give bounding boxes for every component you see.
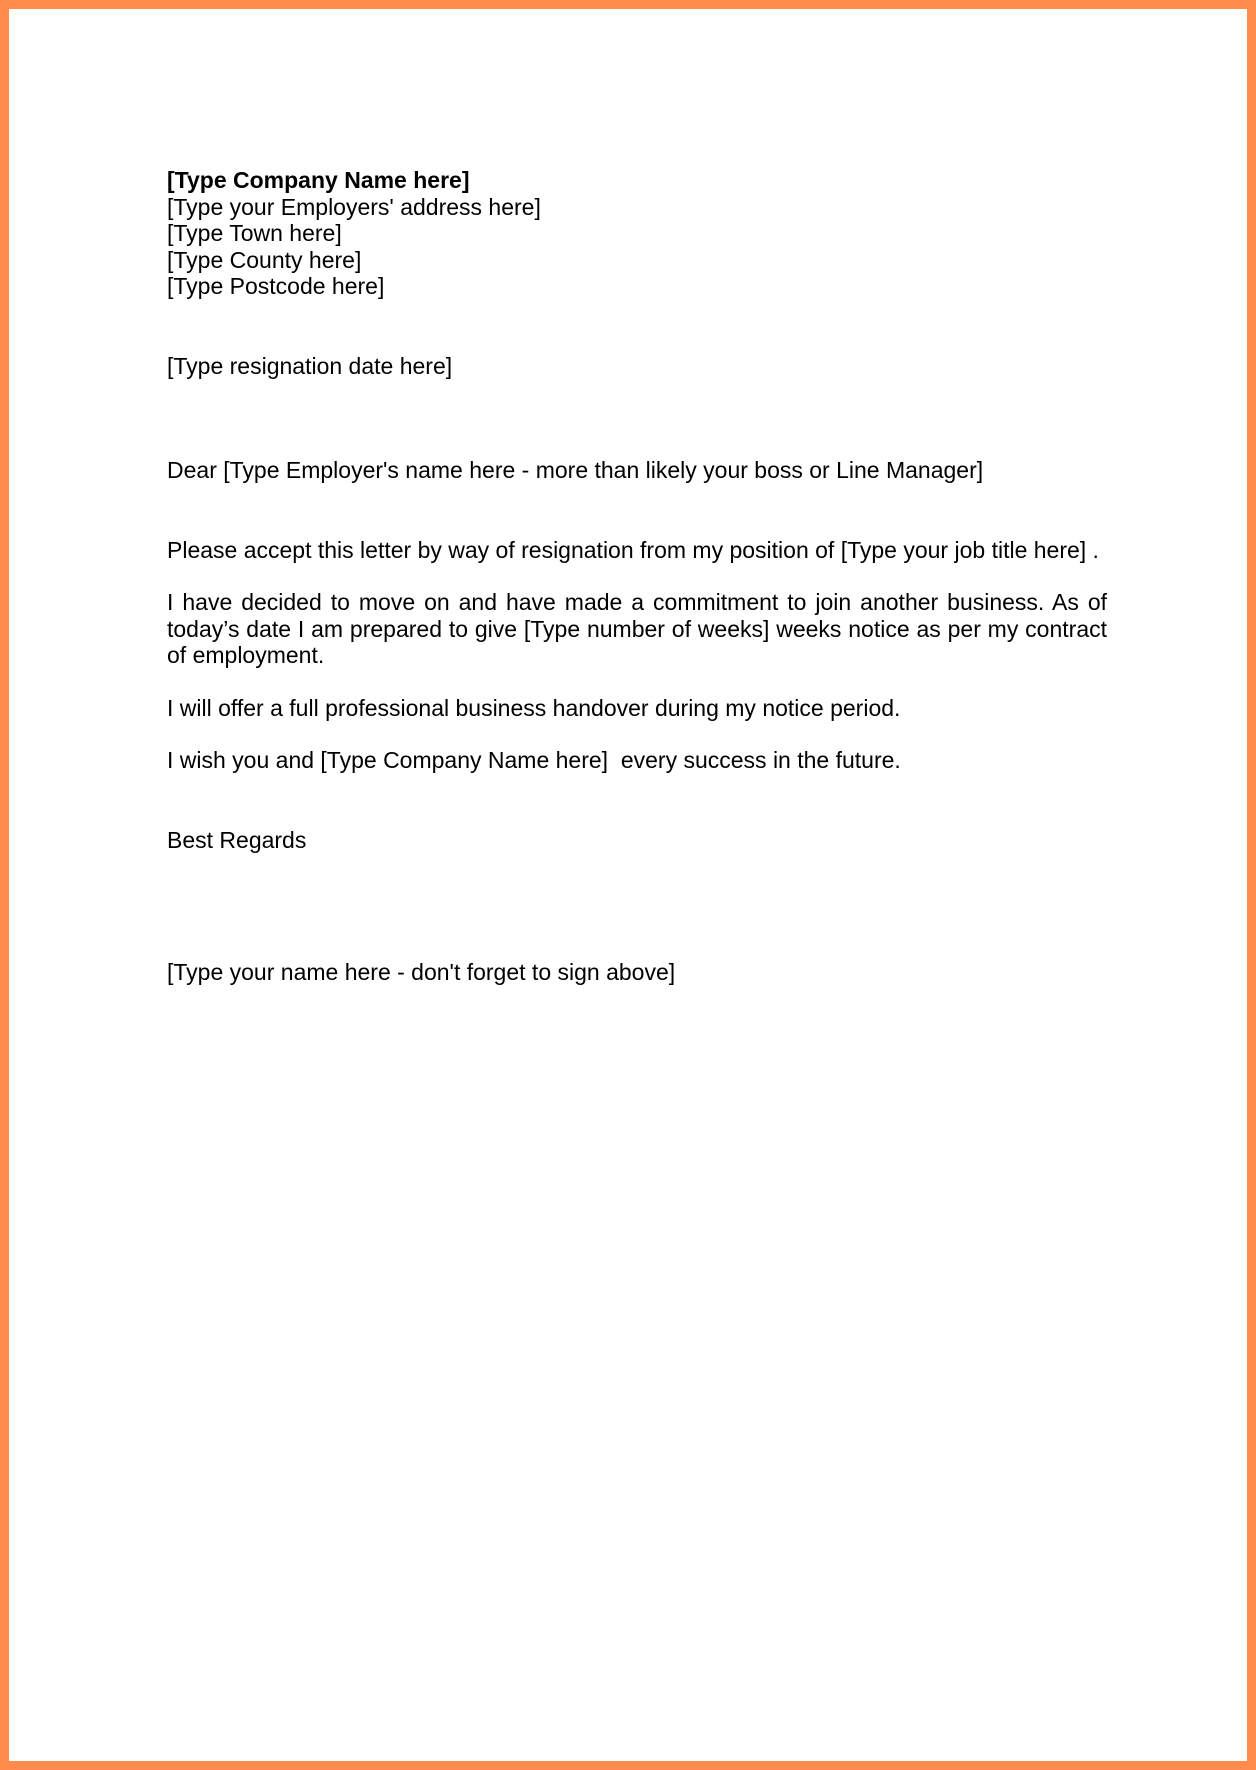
paragraph-notice: I have decided to move on and have made a commitment to join another business. As of today’s date I am prepared to give [Type number of weeks] weeks notice as per my contract of employment. <box>167 589 1107 668</box>
company-name: [Type Company Name here] <box>167 167 470 193</box>
paragraph-resignation: Please accept this letter by way of resignation from my position of [Type your job title here] . <box>167 536 1099 563</box>
town: [Type Town here] <box>167 220 342 246</box>
salutation: Dear [Type Employer's name here - more than likely your boss or Line Manager] <box>167 457 984 483</box>
postcode: [Type Postcode here] <box>167 273 385 299</box>
recipient-address <box>167 167 1107 300</box>
paragraph-handover: I will offer a full professional business handover during my notice period. <box>167 694 901 721</box>
signature-name: [Type your name here - don't forget to sign above] <box>167 959 676 985</box>
letter-body <box>167 167 1107 986</box>
paragraph-wishes: I wish you and [Type Company Name here] every success in the future. <box>167 747 901 773</box>
county: [Type County here] <box>167 246 362 273</box>
closing: Best Regards <box>167 826 307 853</box>
employer-address: [Type your Employers' address here] <box>167 193 541 220</box>
resignation-date: [Type resignation date here] <box>167 352 453 379</box>
